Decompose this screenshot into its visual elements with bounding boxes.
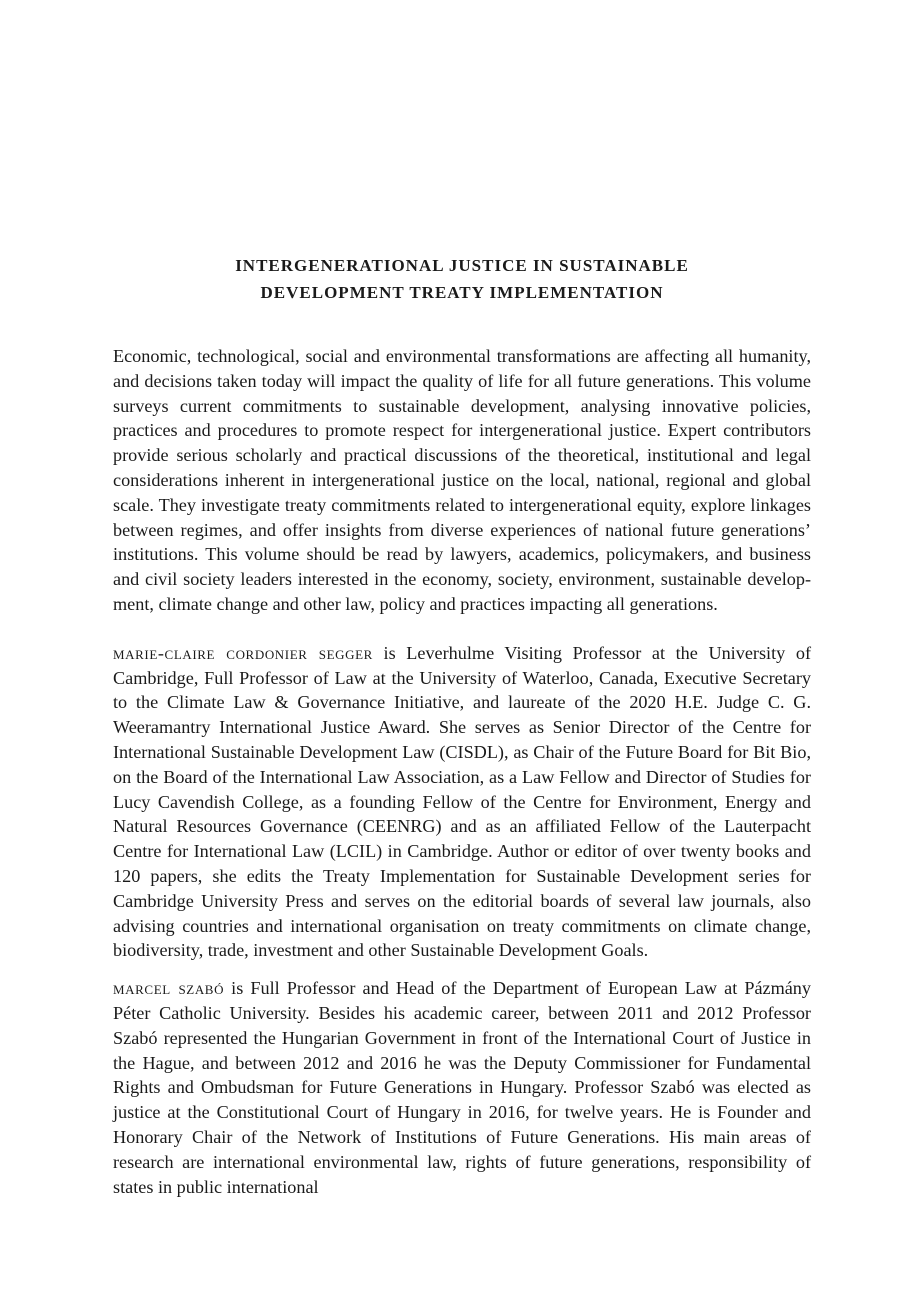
editor-bio-1 [113, 641, 811, 963]
editor-bio-text-1: is Leverhulme Visiting Professor at the University of Cambridge, Full Professor of Law at the University of Waterloo, Canada, Executive Secretary to the Climate Law & Governance Initiative, and laureate of the 2020 H.E. Judge C. G. Weeramantry International Justice Award. She serves as Senior Director of the Centre for International Sustainable Development Law (CISDL), as Chair of the Future Board for Bit Bio, on the Board of the International Law Association, as a Law Fellow and Director of Studies for Lucy Cavendish College, as a founding Fellow of the Centre for Environment, Energy and Natural Resources Governance (CEENRG) and as an affiliated Fellow of the Lauterpacht Centre for International Law (LCIL) in Cambridge. Author or editor of over twenty books and 120 papers, she edits the Treaty Implementation for Sustainable Development series for Cambridge University Press and serves on the editorial boards of several law journals, also advising countries and international organisation on treaty commitments on climate change, biodiversity, trade, investment and other Sustainable Development Goals. [113, 642, 811, 961]
page-content [113, 252, 811, 1199]
book-title-line-1: INTERGENERATIONAL JUSTICE IN SUSTAINABLE [235, 256, 689, 275]
editor-name-1: marie-claire cordonier segger [113, 642, 373, 663]
editor-bio-text-2: is Full Professor and Head of the Department of European Law at Pázmány Péter Catholic University. Besides his academic career, between 2011 and 2012 Professor Szabó represented the Hungarian Government in front of the International Court of Justice in the Hague, and between 2012 and 2016 he was the Deputy Commissioner for Fundamental Rights and Ombudsman for Future Generations in Hungary. Professor Szabó was elected as justice at the Constitutional Court of Hungary in 2016, for twelve years. He is Founder and Honorary Chair of the Network of Institutions of Future Generations. His main areas of research are international environmental law, rights of future generations, responsibility of states in public international [113, 978, 811, 1197]
book-title-line-2: DEVELOPMENT TREATY IMPLEMENTATION [260, 283, 664, 302]
editor-name-2: marcel szabó [113, 978, 225, 999]
book-title [113, 252, 811, 306]
book-description: Economic, technological, social and environmental transformations are affecting all humanity, and decisions taken today will impact the quality of life for all future generations. This volume surveys current commitments to sustainable development, analysing innovative policies, practices and procedures to promote respect for intergenerational justice. Expert contributors provide serious scholarly and practical discussions of the theoretical, institutional and legal considerations inherent in intergenerational justice on the local, national, regional and global scale. They investigate treaty commitments related to intergenerational equity, explore linkages between regimes, and offer insights from diverse experiences of national future generations’ institutions. This volume should be read by lawyers, academics, policymakers, and business and civil society leaders interested in the economy, society, environment, sustainable development, climate change and other law, policy and practices impacting all generations. [113, 346, 811, 614]
editor-bio-2 [113, 976, 811, 1199]
